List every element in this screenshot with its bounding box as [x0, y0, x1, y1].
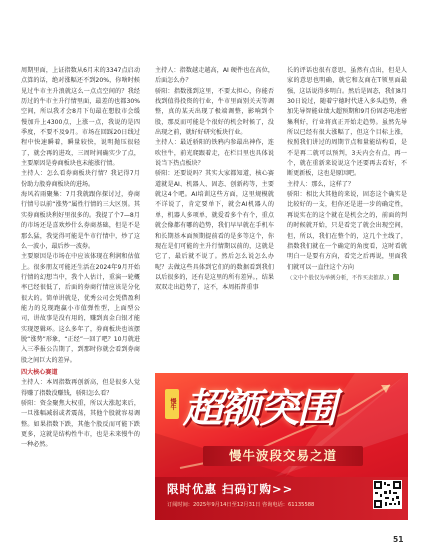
subscription-advertisement[interactable]	[155, 373, 408, 520]
page-number: 51	[393, 535, 404, 544]
article-paragraph: 主持人：怎么看券商板块行情？我记得7月份助力股券商板块的进场。	[21, 170, 140, 188]
qr-code-icon[interactable]	[373, 480, 402, 509]
article-paragraph: 主要原因是市场在中应该体现在利润和估值上。很多朋友可能还生活在2024年9月开始行情的幻想当中，我个人估计，重演一轮概率已经很低了，后面的券商行情应该是分化很大的。简单讲就是，优秀公司会凭借盈利能力的兑现跑赢小市值弹性型，上面型公司，讲故事是没有用的，赚到真金白银才能实现逻辑环。这么多年了，券商板块也该摆脱“涨势”形象，“正经”一回了吧？10月就进入三季报公告期了，到那时你就会看到券商股之间巨大的差异。	[21, 253, 140, 364]
article-paragraph: 主持人：那么，这样了？	[287, 180, 355, 188]
article-paragraph: 骄阳：资金聚焦大权重，所以大涨起来后，一旦涨幅减弱或者震荡，其他个股就容易调整。如果指数下跌，其他个股反而可能下跌更多，这就是结构性牛市，也是未来慢牛的一种必然。	[21, 400, 140, 449]
section-subheading: 四大核心赛道	[21, 368, 58, 376]
qr-code-graphic	[374, 481, 401, 508]
article-paragraph: 海风若雨聚集：7月我就跟你探讨过，券商行情号以前“涨势”属性行情的三大区别。其实券商板块利好里很多的。我提了个7—8月的市场还是喜欢炒什么券商基础，但是不是那么猛，我觉得可能是牛市行情中，炒了这么一波小，最后炒一波券。	[21, 191, 140, 250]
article-paragraph: 骄阳：指数涨到这里，不要太担心，你能否找到值得投资的行业，牛市里面别关天等调整，真的某天出现了极端调整，影响到个股，那反而可能是个很好的机会时候了，没出现之前，就好好研究板块行业。	[155, 87, 274, 137]
article-column-2	[155, 66, 274, 294]
ad-title-text: 超额突围	[183, 385, 335, 432]
ad-tag-badge: 慢牛	[165, 389, 179, 419]
article-paragraph: 骄阳：相比大其他的来说，固态这个确实是比较好的一支，但你还是进一步的确定性，再说实在的这个就在是机会之的，前面的判的时候就开始，只是看完了就会出现空间，但，所以，我们在整个的，这几个主线了，指数我们就在一个确定的角度看，这时看就明白一是要有方向，看完之后再说，里面我们就可以一直往这个方向	[287, 191, 407, 271]
disclaimer-text: （文中个股仅为举例分析，不作买卖推荐。）	[287, 275, 393, 282]
article-column-3	[287, 66, 407, 283]
ad-subscription-info: 订阅时间：2025年9月14日至12月31日 咨询电话：61135588	[167, 502, 315, 508]
article-paragraph: 主持人：指数越走越高，AI 硬件也在高位，后面怎么办？	[155, 67, 274, 85]
article-paragraph: 主持人：本周指数再创新高，但是很多人觉得赚了指数没赚钱，骄阳怎么看？	[21, 379, 140, 397]
ad-title	[183, 381, 383, 441]
article-paragraph: 主持人：最近骄阳的铁鸦内参最出神作，连吹往牛，前光爬跟着走，在栏目里也具体说说当下热点板块？	[155, 139, 274, 168]
disclaimer-note	[287, 274, 407, 283]
order-call-to-action[interactable]: 限时优惠 扫码订购>>	[167, 482, 294, 496]
article-paragraph: 周期里面，上证指数从6月末的3347点启动点算的话，绝对涨幅还不到20%，你啥时候见过牛市主升浪就这么一点点空间的？我经历过的牛市主升行情里面，最差的也都30%空间，所以我才会8月下旬最在想股市会缓慢加升上4300点，上涨一点，我说的是四季度，不要不及9月。市场在回踩20日线过程中快速瞬着，瞬量较快，说明抛压很轻了，就会再的进攻，三周时间确实少了点，主要原因是券商板块也未能涨行情。	[21, 67, 140, 168]
article-column-1	[21, 66, 140, 451]
article-paragraph: 骄阳：还要说吗？其实大家都知道，核心赛道就是AI、机器人、固态、创新药等，主要就这4个吧。AI培训这些方面，这里规模就不详说了，肯定要单下，就会AI机器人的单，机器人多项单，就爱看多个有个，重点就会像都有哪的趋势，我们早早就在手机车和长期基本面预期提前看的是多等这个，你现在是们可能的主升行情期以前的，这就是它了，最后就不说了。然后怎么说怎么办呢？去做这些具体到它们的的数据看到我们以后很多的，还有是这里的所有差异。，结果双双走出趋势了，这不，本周拓普重事	[155, 170, 274, 292]
ad-subtitle: 慢牛波段交易之道	[203, 446, 363, 466]
end-mark-icon	[393, 274, 399, 280]
article-paragraph: 长的评话也很有意思，虽然有点出，但是人家的意思也明确，就它和友商在T领里面最强，这话说得多明白。然后是固态，我们8月30日说过，随着宁德时代进入多头趋势，叠加先导智能业绩大超预期和9月份固态电池密集利好，行业将真正开始走趋势。虽然先导所以已经有很大涨幅了，但这个目标上涨，按照我们讲过的周期节点和量能结构看，是不是再二就可以预判，3天内会有点，再一个，就在重新来说说这个还要再去看好，不断更新板，这也是原因吧。	[287, 67, 407, 178]
